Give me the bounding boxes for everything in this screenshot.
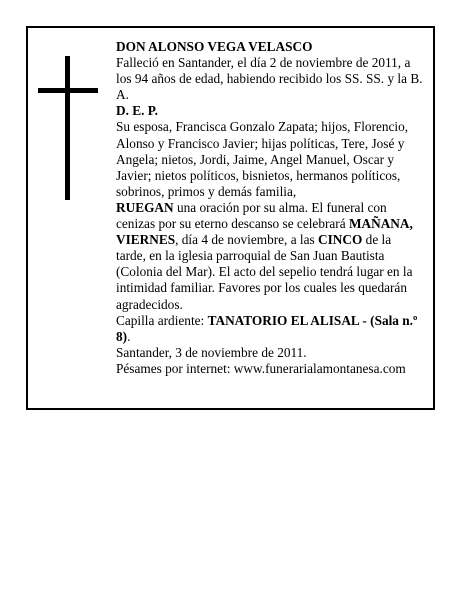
deceased-name: DON ALONSO VEGA VELASCO [116,39,313,54]
cross-icon [38,56,98,200]
funeral-day: MAÑANA, VIERNES [116,216,413,248]
obituary-notice [26,26,435,410]
capilla-place: TANATORIO EL ALISAL - (Sala n.º 8) [116,312,418,344]
capilla-ardiente [116,313,424,345]
funeral-paragraph [116,200,424,313]
funeral-church-text: de la tarde, en la iglesia parroquial de San Juan Bautista (Colonia del Mar). El acto del sepelio tendrá lugar en la intimidad familiar. Favores por los cuales les quedarán agradecidos. [116,232,413,312]
funeral-date-text: , día 4 de noviembre, a las [175,232,319,248]
capilla-label: Capilla ardiente: [116,312,208,328]
dep-label: D. E. P. [116,103,158,119]
ruegan-text: una oración por su alma. El funeral con cenizas por su eterno descanso se celebrará [116,199,387,232]
place-date-line: Santander, 3 de noviembre de 2011. [116,344,307,360]
death-announcement: Falleció en Santander, el día 2 de noviembre de 2011, a los 94 años de edad, habiendo recibido los SS. SS. y la B. A. [116,55,423,103]
obituary-text [116,39,424,377]
ruegan-label: RUEGAN [116,199,174,215]
cross-vertical-bar [65,56,70,200]
condolences-line: Pésames por internet: www.funerarialamontanesa.com [116,360,406,376]
funeral-hour: CINCO [318,232,363,248]
cross-horizontal-bar [38,88,98,93]
family-list: Su esposa, Francisca Gonzalo Zapata; hijos, Florencio, Alonso y Francisco Javier; hijas políticas, Tere, José y Angela; nietos, Jordi, Jaime, Angel Manuel, Oscar y Javier; nietos políticos, bisnietos, hermanos políticos, sobrinos, primos y demás familia, [116,119,409,199]
capilla-end: . [127,328,131,344]
